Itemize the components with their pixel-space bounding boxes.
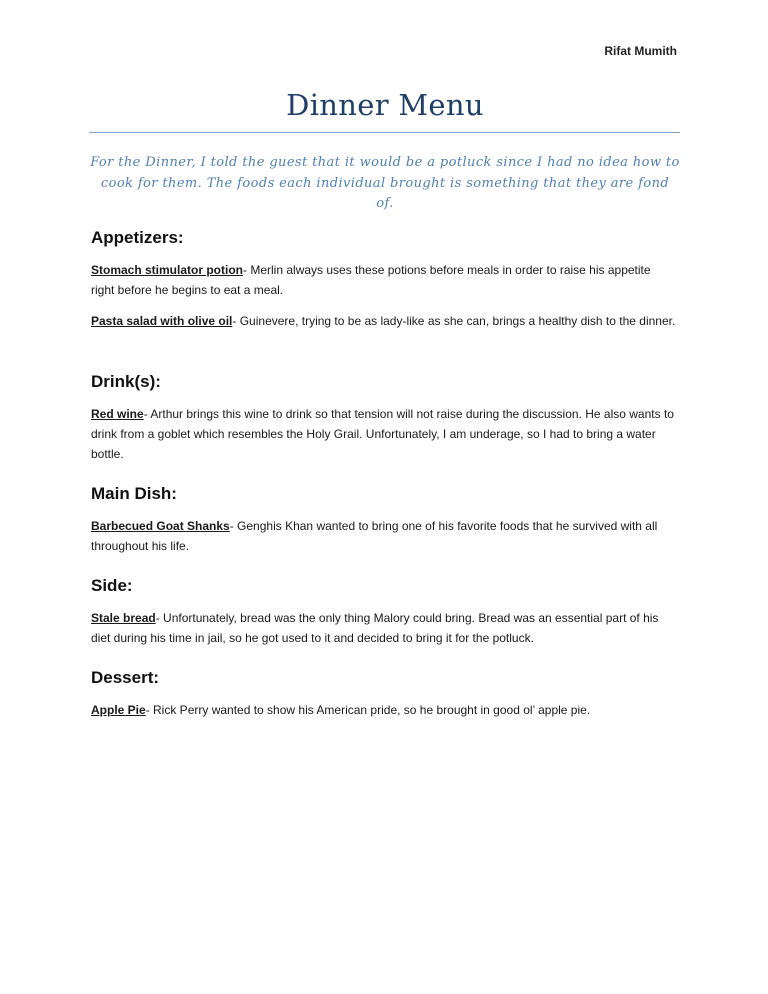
section-heading: Main Dish: [91, 484, 177, 503]
menu-item-description: - Unfortunately, bread was the only thing Malory could bring. Bread was an essential part of his diet during his time in jail, so he got used to it and decided to bring it for the potluck. [91, 611, 659, 645]
section-heading: Side: [91, 576, 133, 595]
page-title: Dinner Menu [286, 88, 484, 122]
menu-item-name: Stale bread [91, 611, 156, 625]
menu-item-name: Red wine [91, 407, 144, 421]
intro-paragraph: For the Dinner, I told the guest that it would be a potluck since I had no idea how to cook for them. The foods each individual brought is something that they are fond of. [90, 155, 680, 211]
menu-item [91, 701, 676, 721]
section-heading: Dessert: [91, 668, 160, 687]
author-name: Rifat Mumith [604, 44, 677, 58]
section-heading: Drink(s): [91, 372, 161, 391]
section-side [91, 576, 676, 660]
menu-item [91, 261, 676, 301]
menu-item-name: Apple Pie [91, 703, 146, 717]
menu-item-name: Stomach stimulator potion [91, 263, 244, 277]
menu-item-name: Pasta salad with olive oil [91, 313, 233, 328]
section-heading: Appetizers: [91, 228, 184, 247]
menu-item-description: - Genghis Khan wanted to bring one of his favorite foods that he survived with all throughout his life. [91, 519, 658, 553]
section-dessert [91, 668, 676, 732]
menu-item-description: - Guinevere, trying to be as lady-like as she can, brings a healthy dish to the dinner. [232, 313, 676, 328]
menu-item-description: - Rick Perry wanted to show his American pride, so he brought in good ol’ apple pie. [145, 703, 591, 717]
title-divider [89, 132, 680, 133]
menu-item [91, 517, 676, 557]
menu-item [91, 312, 676, 332]
section-appetizers [91, 228, 676, 342]
menu-item [91, 405, 676, 464]
menu-item-description: - Merlin always uses these potions before meals in order to raise his appetite right before he begins to eat a meal. [91, 263, 651, 297]
menu-item-description: - Arthur brings this wine to drink so that tension will not raise during the discussion. He also wants to drink from a goblet which resembles the Holy Grail. Unfortunately, I am underage, so I had to bring a water bottle. [91, 407, 674, 461]
section-main-dish [91, 484, 676, 568]
menu-item [91, 609, 676, 649]
section-drinks [91, 372, 676, 475]
menu-item-name: Barbecued Goat Shanks [91, 519, 230, 533]
